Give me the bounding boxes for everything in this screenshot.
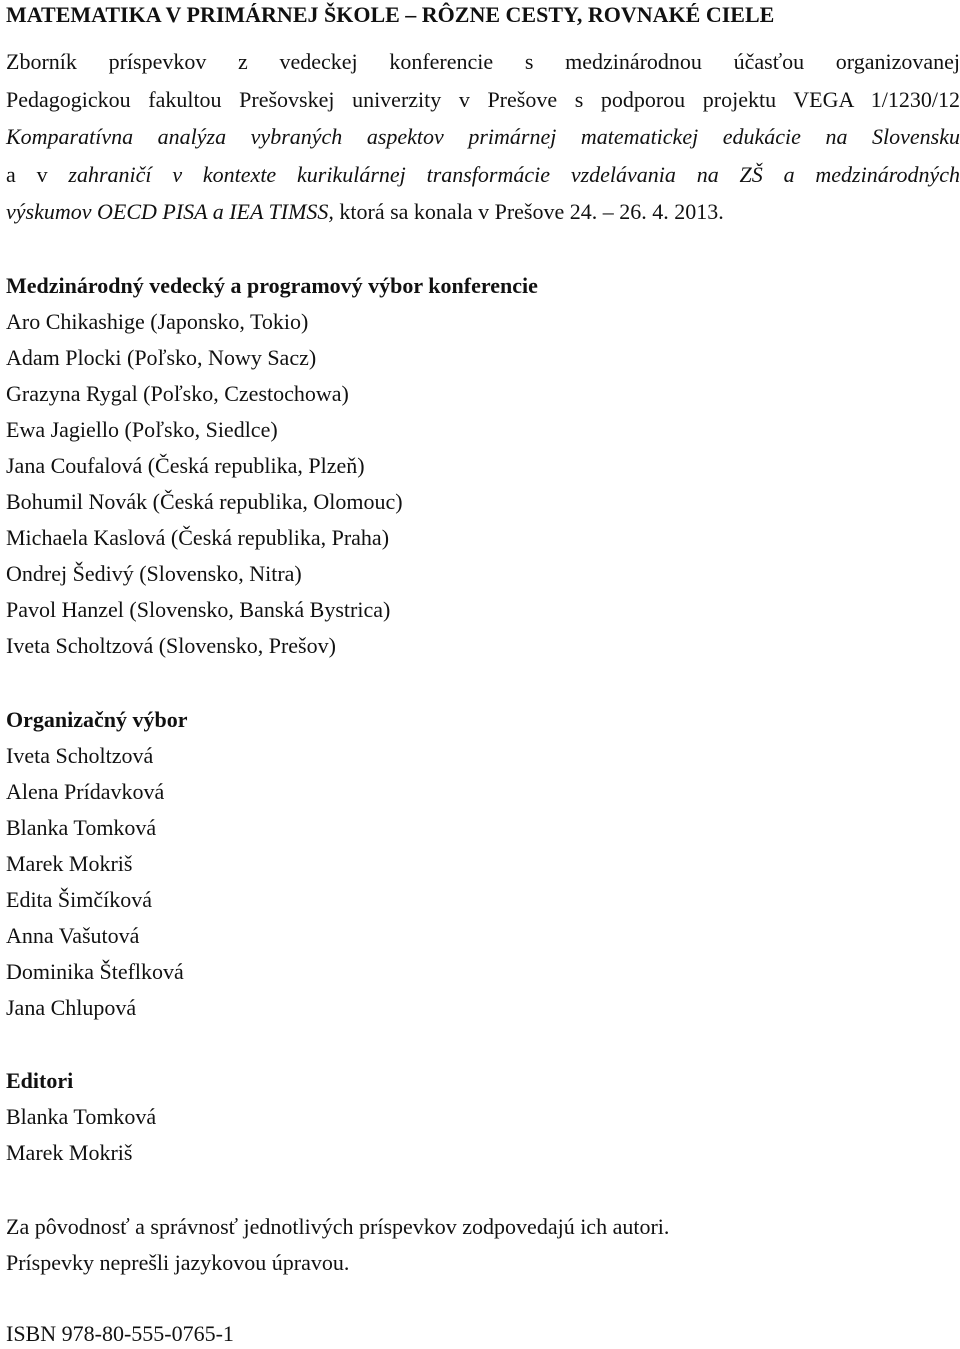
list-item: Anna Vašutová — [6, 923, 140, 948]
responsibility-note: Za pôvodnosť a správnosť jednotlivých príspevkov zodpovedajú ich autori. — [6, 1214, 670, 1239]
intro-text-5b: ktorá sa konala v Prešove 24. – 26. 4. 2013. — [333, 199, 724, 224]
isbn-number: ISBN 978-80-555-0765-1 — [6, 1321, 234, 1346]
list-item: Edita Šimčíková — [6, 887, 153, 912]
list-item: Bohumil Novák (Česká republika, Olomouc) — [6, 489, 403, 514]
organizing-committee-section — [6, 702, 188, 1026]
intro-line-2 — [6, 81, 960, 119]
notes-section — [6, 1209, 669, 1281]
intro-text-4a: a v — [6, 161, 69, 187]
list-item: Jana Chlupová — [6, 995, 137, 1020]
list-item: Blanka Tomková — [6, 815, 157, 840]
intro-line-1 — [6, 43, 960, 81]
editors-list — [6, 1099, 156, 1171]
editors-heading: Editori — [6, 1068, 74, 1093]
list-item: Aro Chikashige (Japonsko, Tokio) — [6, 309, 309, 334]
proofreading-note: Príspevky neprešli jazykovou úpravou. — [6, 1250, 350, 1275]
intro-text-4b: zahraničí v kontexte kurikulárnej transformácie vzdelávania na ZŠ a medzinárodných — [68, 161, 960, 187]
list-item: Ewa Jagiello (Poľsko, Siedlce) — [6, 417, 278, 442]
intro-text-2: Pedagogickou fakultou Prešovskej univerzity v Prešove s podporou projektu VEGA 1/1230/12 — [6, 86, 960, 112]
list-item: Michaela Kaslová (Česká republika, Praha) — [6, 525, 390, 550]
intro-text-3: Komparatívna analýza vybraných aspektov primárnej matematickej edukácie na Slovensku — [6, 124, 960, 149]
list-item: Iveta Scholtzová — [6, 743, 154, 768]
scientific-committee-list — [6, 304, 538, 664]
list-item: Blanka Tomková — [6, 1104, 157, 1129]
intro-text-1: Zborník príspevkov z vedeckej konferencie s medzinárodnou účasťou organizovanej — [6, 49, 960, 74]
list-item: Dominika Šteflková — [6, 959, 184, 984]
list-item: Adam Plocki (Poľsko, Nowy Sacz) — [6, 345, 317, 370]
organizing-committee-list — [6, 738, 188, 1026]
scientific-committee-section — [6, 268, 538, 664]
editors-section — [6, 1063, 156, 1171]
list-item: Iveta Scholtzová (Slovensko, Prešov) — [6, 633, 336, 658]
list-item: Ondrej Šedivý (Slovensko, Nitra) — [6, 561, 302, 586]
intro-line-5 — [6, 193, 960, 231]
intro-paragraph — [6, 43, 960, 231]
list-item: Alena Prídavková — [6, 779, 165, 804]
intro-text-5a: výskumov OECD PISA a IEA TIMSS, — [6, 199, 334, 224]
organizing-committee-heading: Organizačný výbor — [6, 707, 188, 732]
intro-line-4 — [6, 156, 960, 194]
list-item: Jana Coufalová (Česká republika, Plzeň) — [6, 453, 365, 478]
list-item: Marek Mokriš — [6, 851, 133, 876]
list-item: Marek Mokriš — [6, 1140, 133, 1165]
intro-line-3 — [6, 118, 960, 156]
document-title: MATEMATIKA V PRIMÁRNEJ ŠKOLE – RÔZNE CESTY, ROVNAKÉ CIELE — [6, 2, 775, 27]
scientific-committee-heading: Medzinárodný vedecký a programový výbor konferencie — [6, 273, 538, 298]
list-item: Grazyna Rygal (Poľsko, Czestochowa) — [6, 381, 349, 406]
list-item: Pavol Hanzel (Slovensko, Banská Bystrica) — [6, 597, 391, 622]
